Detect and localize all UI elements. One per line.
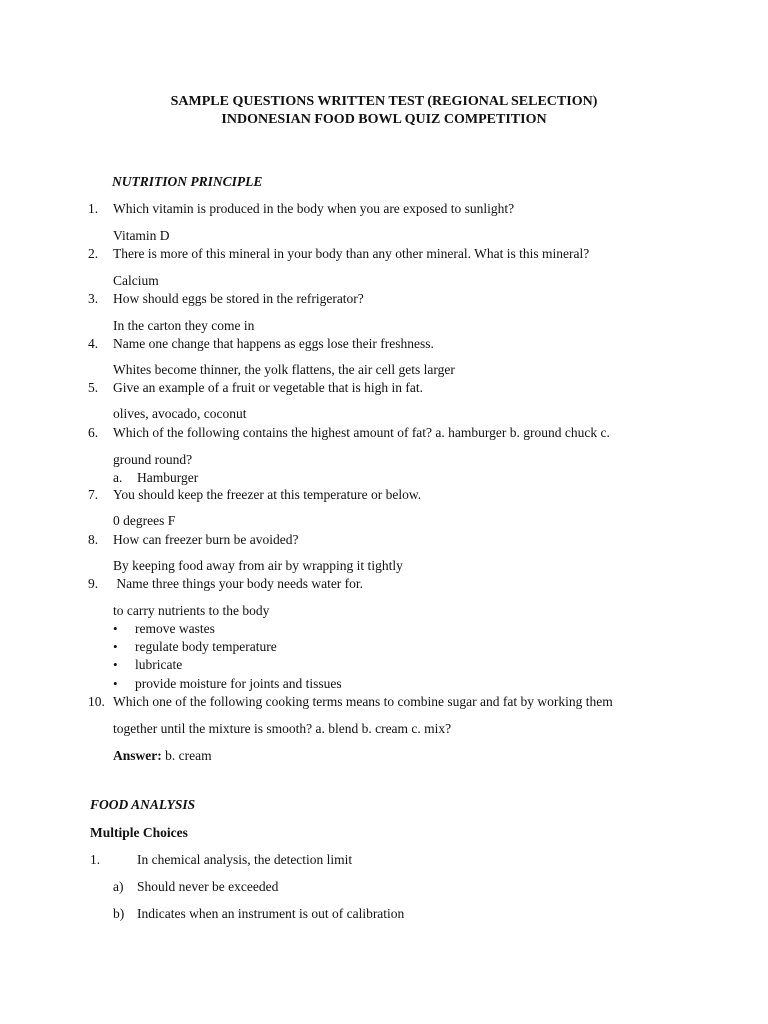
answer-text: olives, avocado, coconut [113,406,247,421]
answer-label: Answer: [113,748,162,763]
question-number: 6. [88,425,99,440]
question-text: Which of the following contains the highest amount of fat? a. hamburger b. ground chuck c. [113,425,610,440]
question-text: In chemical analysis, the detection limit [137,852,353,867]
answer-letter: a. [113,470,123,485]
question-number: 9. [88,576,99,591]
question-text: Which one of the following cooking terms means to combine sugar and fat by working them [113,694,613,709]
subheading-multiple-choices: Multiple Choices [90,825,188,840]
section-heading-nutrition: NUTRITION PRINCIPLE [112,174,263,189]
question-number: 3. [88,291,99,306]
bullet-item: remove wastes [135,621,215,636]
question-text: How should eggs be stored in the refrigerator? [113,291,364,306]
question-text: Name three things your body needs water for. [113,576,364,591]
question-number: 1. [90,852,101,867]
option-letter: b) [113,906,125,921]
bullet-icon: • [113,676,118,691]
answer-text: Vitamin D [113,228,170,243]
answer-text: Hamburger [137,470,199,485]
question-text-continued: together until the mixture is smooth? a. blend b. cream c. mix? [113,721,452,736]
question-number: 5. [88,380,99,395]
answer-line [113,749,212,763]
answer-text: Calcium [113,273,159,288]
option-text: Should never be exceeded [137,879,279,894]
answer-text: to carry nutrients to the body [113,603,270,618]
answer-text: 0 degrees F [113,513,176,528]
question-text: Name one change that happens as eggs lose their freshness. [113,336,434,351]
question-number: 4. [88,336,99,351]
bullet-icon: • [113,639,118,654]
bullet-item: provide moisture for joints and tissues [135,676,342,691]
document-title-line1: SAMPLE QUESTIONS WRITTEN TEST (REGIONAL SELECTION) [170,94,598,109]
question-number: 8. [88,532,99,547]
answer-text: b. cream [161,748,212,763]
question-number: 10. [88,694,105,709]
question-number: 2. [88,246,99,261]
bullet-item: regulate body temperature [135,639,277,654]
question-text-continued: ground round? [113,452,193,467]
answer-text: Whites become thinner, the yolk flattens, the air cell gets larger [113,362,455,377]
question-text: There is more of this mineral in your body than any other mineral. What is this mineral? [113,246,590,261]
question-number: 1. [88,201,99,216]
question-text: Give an example of a fruit or vegetable that is high in fat. [113,380,424,395]
section-heading-food-analysis: FOOD ANALYSIS [90,797,196,812]
option-letter: a) [113,879,124,894]
question-text: Which vitamin is produced in the body when you are exposed to sunlight? [113,201,515,216]
question-text: You should keep the freezer at this temperature or below. [113,487,422,502]
question-text: How can freezer burn be avoided? [113,532,299,547]
bullet-icon: • [113,657,118,672]
answer-text: In the carton they come in [113,318,255,333]
document-title-line2: INDONESIAN FOOD BOWL QUIZ COMPETITION [221,112,547,127]
bullet-icon: • [113,621,118,636]
question-number: 7. [88,487,99,502]
answer-text: By keeping food away from air by wrapping it tightly [113,558,403,573]
bullet-item: lubricate [135,657,183,672]
option-text: Indicates when an instrument is out of calibration [137,906,405,921]
